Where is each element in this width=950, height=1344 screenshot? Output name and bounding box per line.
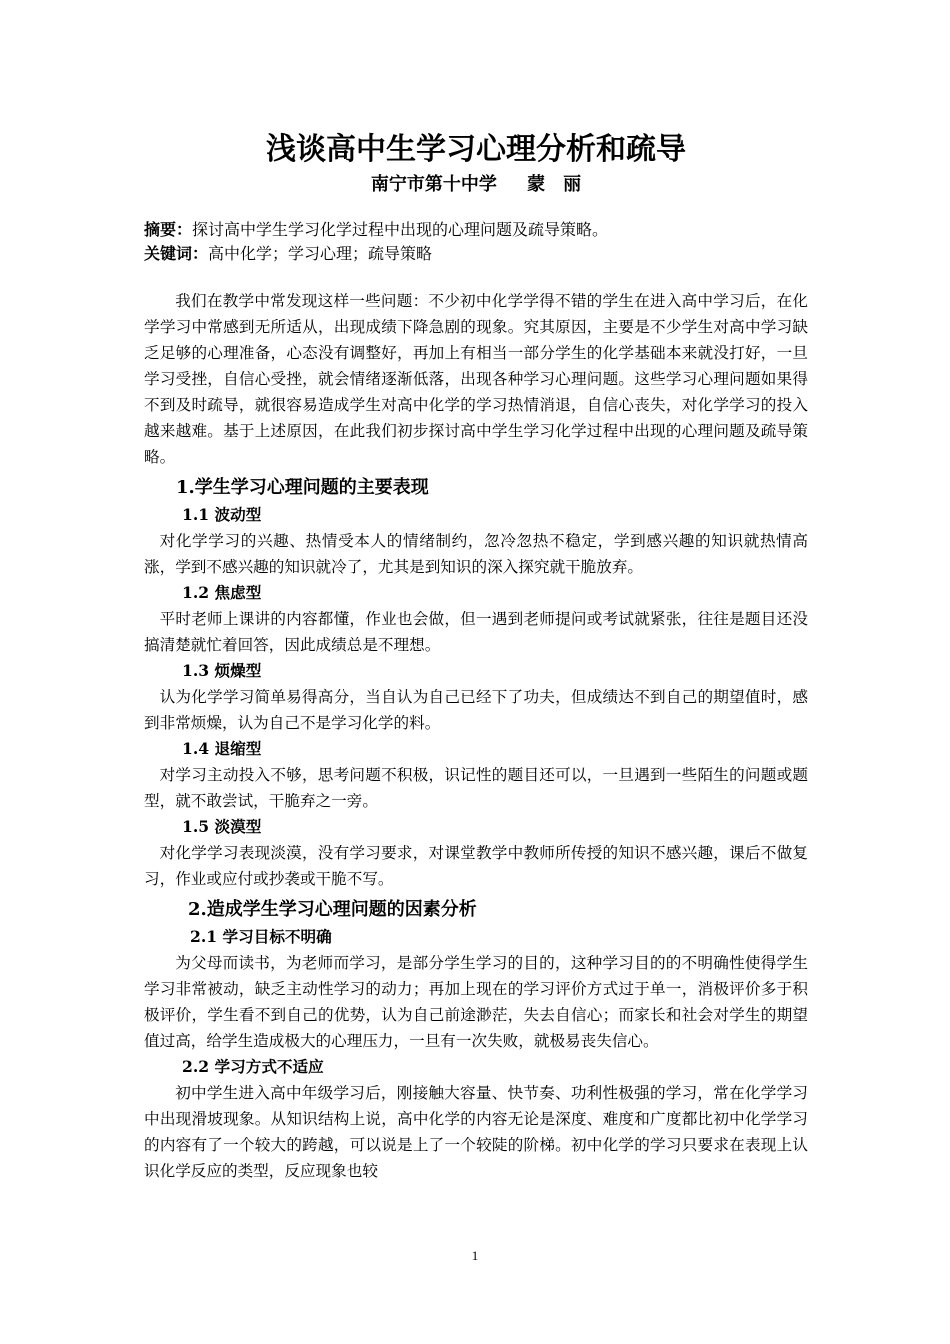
document-page <box>144 130 808 1184</box>
subsection-2-1-text: 为父母而读书，为老师而学习，是部分学生学习的目的，这种学习目的的不明确性使得学生学习非常被动，缺乏主动性学习的动力；再加上现在的学习评价方式过于单一，消极评价多于积极评价，学生看不到自己的优势，认为自己前途渺茫，失去自信心；而家长和社会对学生的期望值过高，给学生造成极大的心理压力，一旦有一次失败，就极易丧失信心。 <box>144 954 808 1050</box>
subsection-2-2-text: 初中学生进入高中年级学习后，刚接触大容量、快节奏、功利性极强的学习，常在化学学习中出现滑坡现象。从知识结构上说，高中化学的内容无论是深度、难度和广度都比初中化学学习的内容有了一个较大的跨越，可以说是上了一个较陡的阶梯。初中化学的学习只要求在表现上认识化学反应的类型，反应现象也较 <box>144 1084 808 1180</box>
subsection-1-3-heading: 1.3 烦燥型 <box>182 661 262 680</box>
subsection-1-1-heading: 1.1 波动型 <box>182 505 262 524</box>
keywords-label: 关键词： <box>144 244 209 263</box>
document-title: 浅谈高中生学习心理分析和疏导 <box>266 132 686 167</box>
keywords-text: 高中化学；学习心理；疏导策略 <box>208 244 433 263</box>
subsection-1-3-text: 认为化学学习简单易得高分，当自认为自己已经下了功夫，但成绩达不到自己的期望值时，感到非常烦燥，认为自己不是学习化学的料。 <box>144 688 808 732</box>
section-1-heading: 1.学生学习心理问题的主要表现 <box>176 477 429 498</box>
subsection-1-2-text: 平时老师上课讲的内容都懂，作业也会做，但一遇到老师提问或考试就紧张，往往是题目还没搞清楚就忙着回答，因此成绩总是不理想。 <box>144 610 808 654</box>
author-line: 南宁市第十中学 蒙 丽 <box>370 174 582 195</box>
subsection-1-4-text: 对学习主动投入不够，思考问题不积极，识记性的题目还可以，一旦遇到一些陌生的问题或题型，就不敢尝试，干脆弃之一旁。 <box>144 766 808 810</box>
abstract-label: 摘要： <box>144 220 193 239</box>
subsection-1-4-heading: 1.4 退缩型 <box>182 739 262 758</box>
keywords <box>144 242 808 266</box>
intro-paragraph: 我们在教学中常发现这样一些问题：不少初中化学学得不错的学生在进入高中学习后，在化学学习中常感到无所适从，出现成绩下降急剧的现象。究其原因，主要是不少学生对高中学习缺乏足够的心理准备，心态没有调整好，再加上有相当一部分学生的化学基础本来就没打好，一旦学习受挫，自信心受挫，就会情绪逐渐低落，出现各种学习心理问题。这些学习心理问题如果得不到及时疏导，就很容易造成学生对高中化学的学习热情消退，自信心丧失，对化学学习的投入越来越难。基于上述原因，在此我们初步探讨高中学生学习化学过程中出现的心理问题及疏导策略。 <box>144 292 808 466</box>
subsection-1-5-heading: 1.5 淡漠型 <box>182 817 262 836</box>
subsection-1-2-heading: 1.2 焦虑型 <box>182 583 262 602</box>
page-number: 1 <box>471 1248 479 1263</box>
abstract <box>144 218 808 242</box>
abstract-text: 探讨高中学生学习化学过程中出现的心理问题及疏导策略。 <box>192 220 609 239</box>
subsection-1-1-text: 对化学学习的兴趣、热情受本人的情绪制约，忽冷忽热不稳定，学到感兴趣的知识就热情高涨，学到不感兴趣的知识就冷了，尤其是到知识的深入探究就干脆放弃。 <box>144 532 808 576</box>
section-2-heading: 2.造成学生学习心理问题的因素分析 <box>188 899 477 920</box>
subsection-2-2-heading: 2.2 学习方式不适应 <box>182 1057 324 1076</box>
subsection-1-5-text: 对化学学习表现淡漠，没有学习要求，对课堂教学中教师所传授的知识不感兴趣，课后不做复习，作业或应付或抄袭或干脆不写。 <box>144 844 808 888</box>
subsection-2-1-heading: 2.1 学习目标不明确 <box>190 927 332 946</box>
